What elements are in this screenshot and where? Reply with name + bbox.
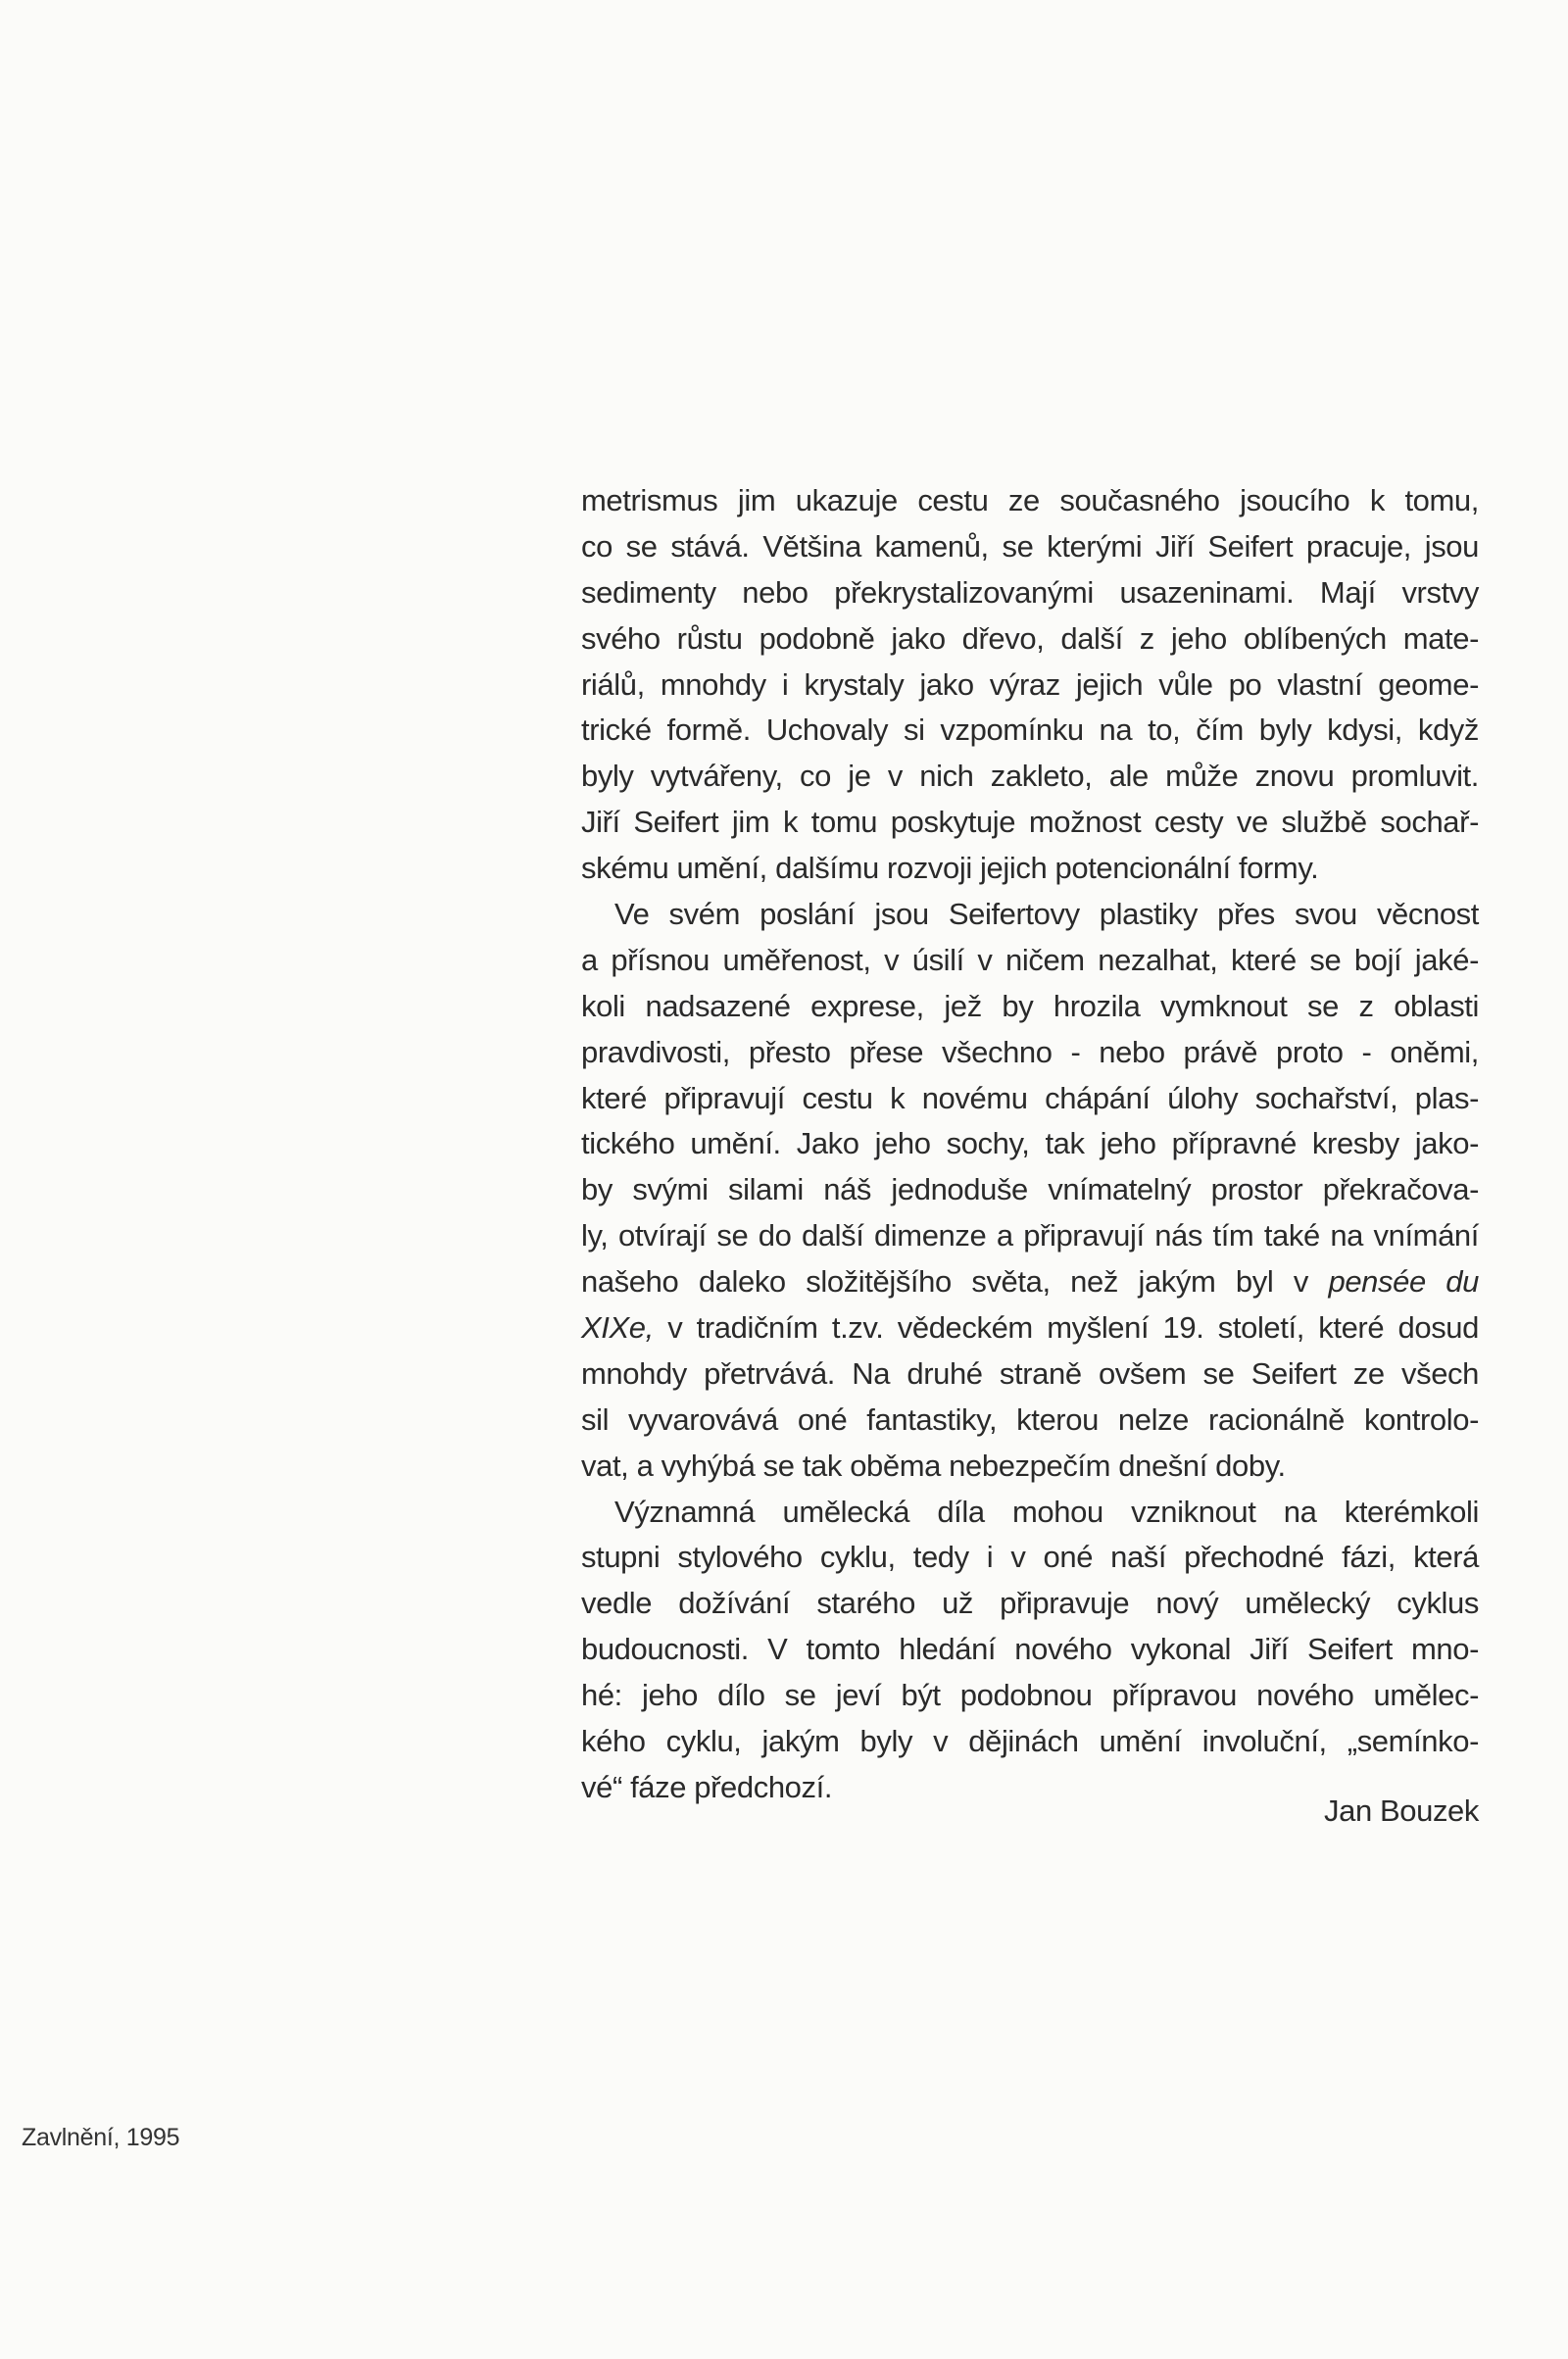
text-line: kého cyklu, jakým byly v dějinách umění involuční, „semínko- — [581, 1724, 1479, 1759]
text-line: Jiří Seifert jim k tomu poskytuje možnost cesty ve službě sochař- — [581, 805, 1479, 840]
text-line: koli nadsazené exprese, jež by hrozila vymknout se z oblasti — [581, 988, 1479, 1023]
paragraph — [581, 478, 1479, 892]
text-line: které připravují cestu k novému chápání úlohy sochařství, plas- — [581, 1080, 1479, 1115]
essay-text — [581, 478, 1479, 1811]
italic-phrase: pensée du — [1328, 1264, 1479, 1300]
text-line: mnohdy přetrvává. Na druhé straně ovšem se Seifert ze všech — [581, 1355, 1479, 1391]
text-segment: našeho daleko složitějšího světa, než jakým byl v — [581, 1264, 1308, 1300]
author-signature: Jan Bouzek — [1324, 1794, 1479, 1828]
text-line: svého růstu podobně jako dřevo, další z jeho oblíbených mate- — [581, 620, 1479, 656]
text-line: byly vytvářeny, co je v nich zakleto, ale může znovu promluvit. — [581, 759, 1479, 794]
text-line: metrismus jim ukazuje cestu ze současného jsoucího k tomu, — [581, 483, 1479, 517]
text-line: Významná umělecká díla mohou vzniknout na kterémkoli — [614, 1494, 1479, 1529]
text-line: riálů, mnohdy i krystaly jako výraz jejich vůle po vlastní geome- — [581, 666, 1479, 702]
text-line — [581, 1305, 1479, 1352]
italic-phrase: XIXe, — [581, 1310, 654, 1346]
text-line: vat, a vyhýbá se tak oběma nebezpečím dnešní doby. — [581, 1448, 1286, 1483]
text-line: vedle dožívání starého už připravuje nový umělecký cyklus — [581, 1586, 1479, 1621]
text-line: ly, otvírají se do další dimenze a připravují nás tím také na vnímání — [581, 1218, 1479, 1253]
text-line: trické formě. Uchovaly si vzpomínku na to, čím byly kdysi, když — [581, 713, 1479, 748]
text-line: by svými silami náš jednoduše vnímatelný prostor překračova- — [581, 1172, 1479, 1207]
text-line: vé“ fáze předchozí. — [581, 1769, 833, 1804]
text-line: sedimenty nebo překrystalizovanými usazeninami. Mají vrstvy — [581, 574, 1479, 610]
text-line: budoucnosti. V tomto hledání nového vykonal Jiří Seifert mno- — [581, 1632, 1479, 1667]
text-segment: v tradičním t.zv. vědeckém myšlení 19. století, které dosud — [667, 1310, 1479, 1346]
text-line: hé: jeho dílo se jeví být podobnou přípravou nového umělec- — [581, 1678, 1479, 1713]
text-line: pravdivosti, přesto přese všechno - nebo právě proto - oněmi, — [581, 1034, 1479, 1069]
text-line: stupni stylového cyklu, tedy i v oné naší přechodné fázi, která — [581, 1540, 1479, 1575]
paragraph — [581, 1490, 1479, 1811]
image-caption: Zavlnění, 1995 — [22, 2124, 180, 2151]
text-line: co se stává. Většina kamenů, se kterými Jiří Seifert pracuje, jsou — [581, 528, 1479, 564]
text-line: skému umění, dalšímu rozvoji jejich potencionální formy. — [581, 851, 1319, 886]
paragraph — [581, 892, 1479, 1490]
text-line: sil vyvarovává oné fantastiky, kterou nelze racionálně kontrolo- — [581, 1401, 1479, 1437]
text-line: Ve svém poslání jsou Seifertovy plastiky přes svou věcnost — [614, 897, 1479, 932]
text-line: a přísnou uměřenost, v úsilí v ničem nezalhat, které se bojí jaké- — [581, 942, 1479, 977]
text-line — [581, 1259, 1479, 1305]
text-line: tického umění. Jako jeho sochy, tak jeho přípravné kresby jako- — [581, 1126, 1479, 1161]
